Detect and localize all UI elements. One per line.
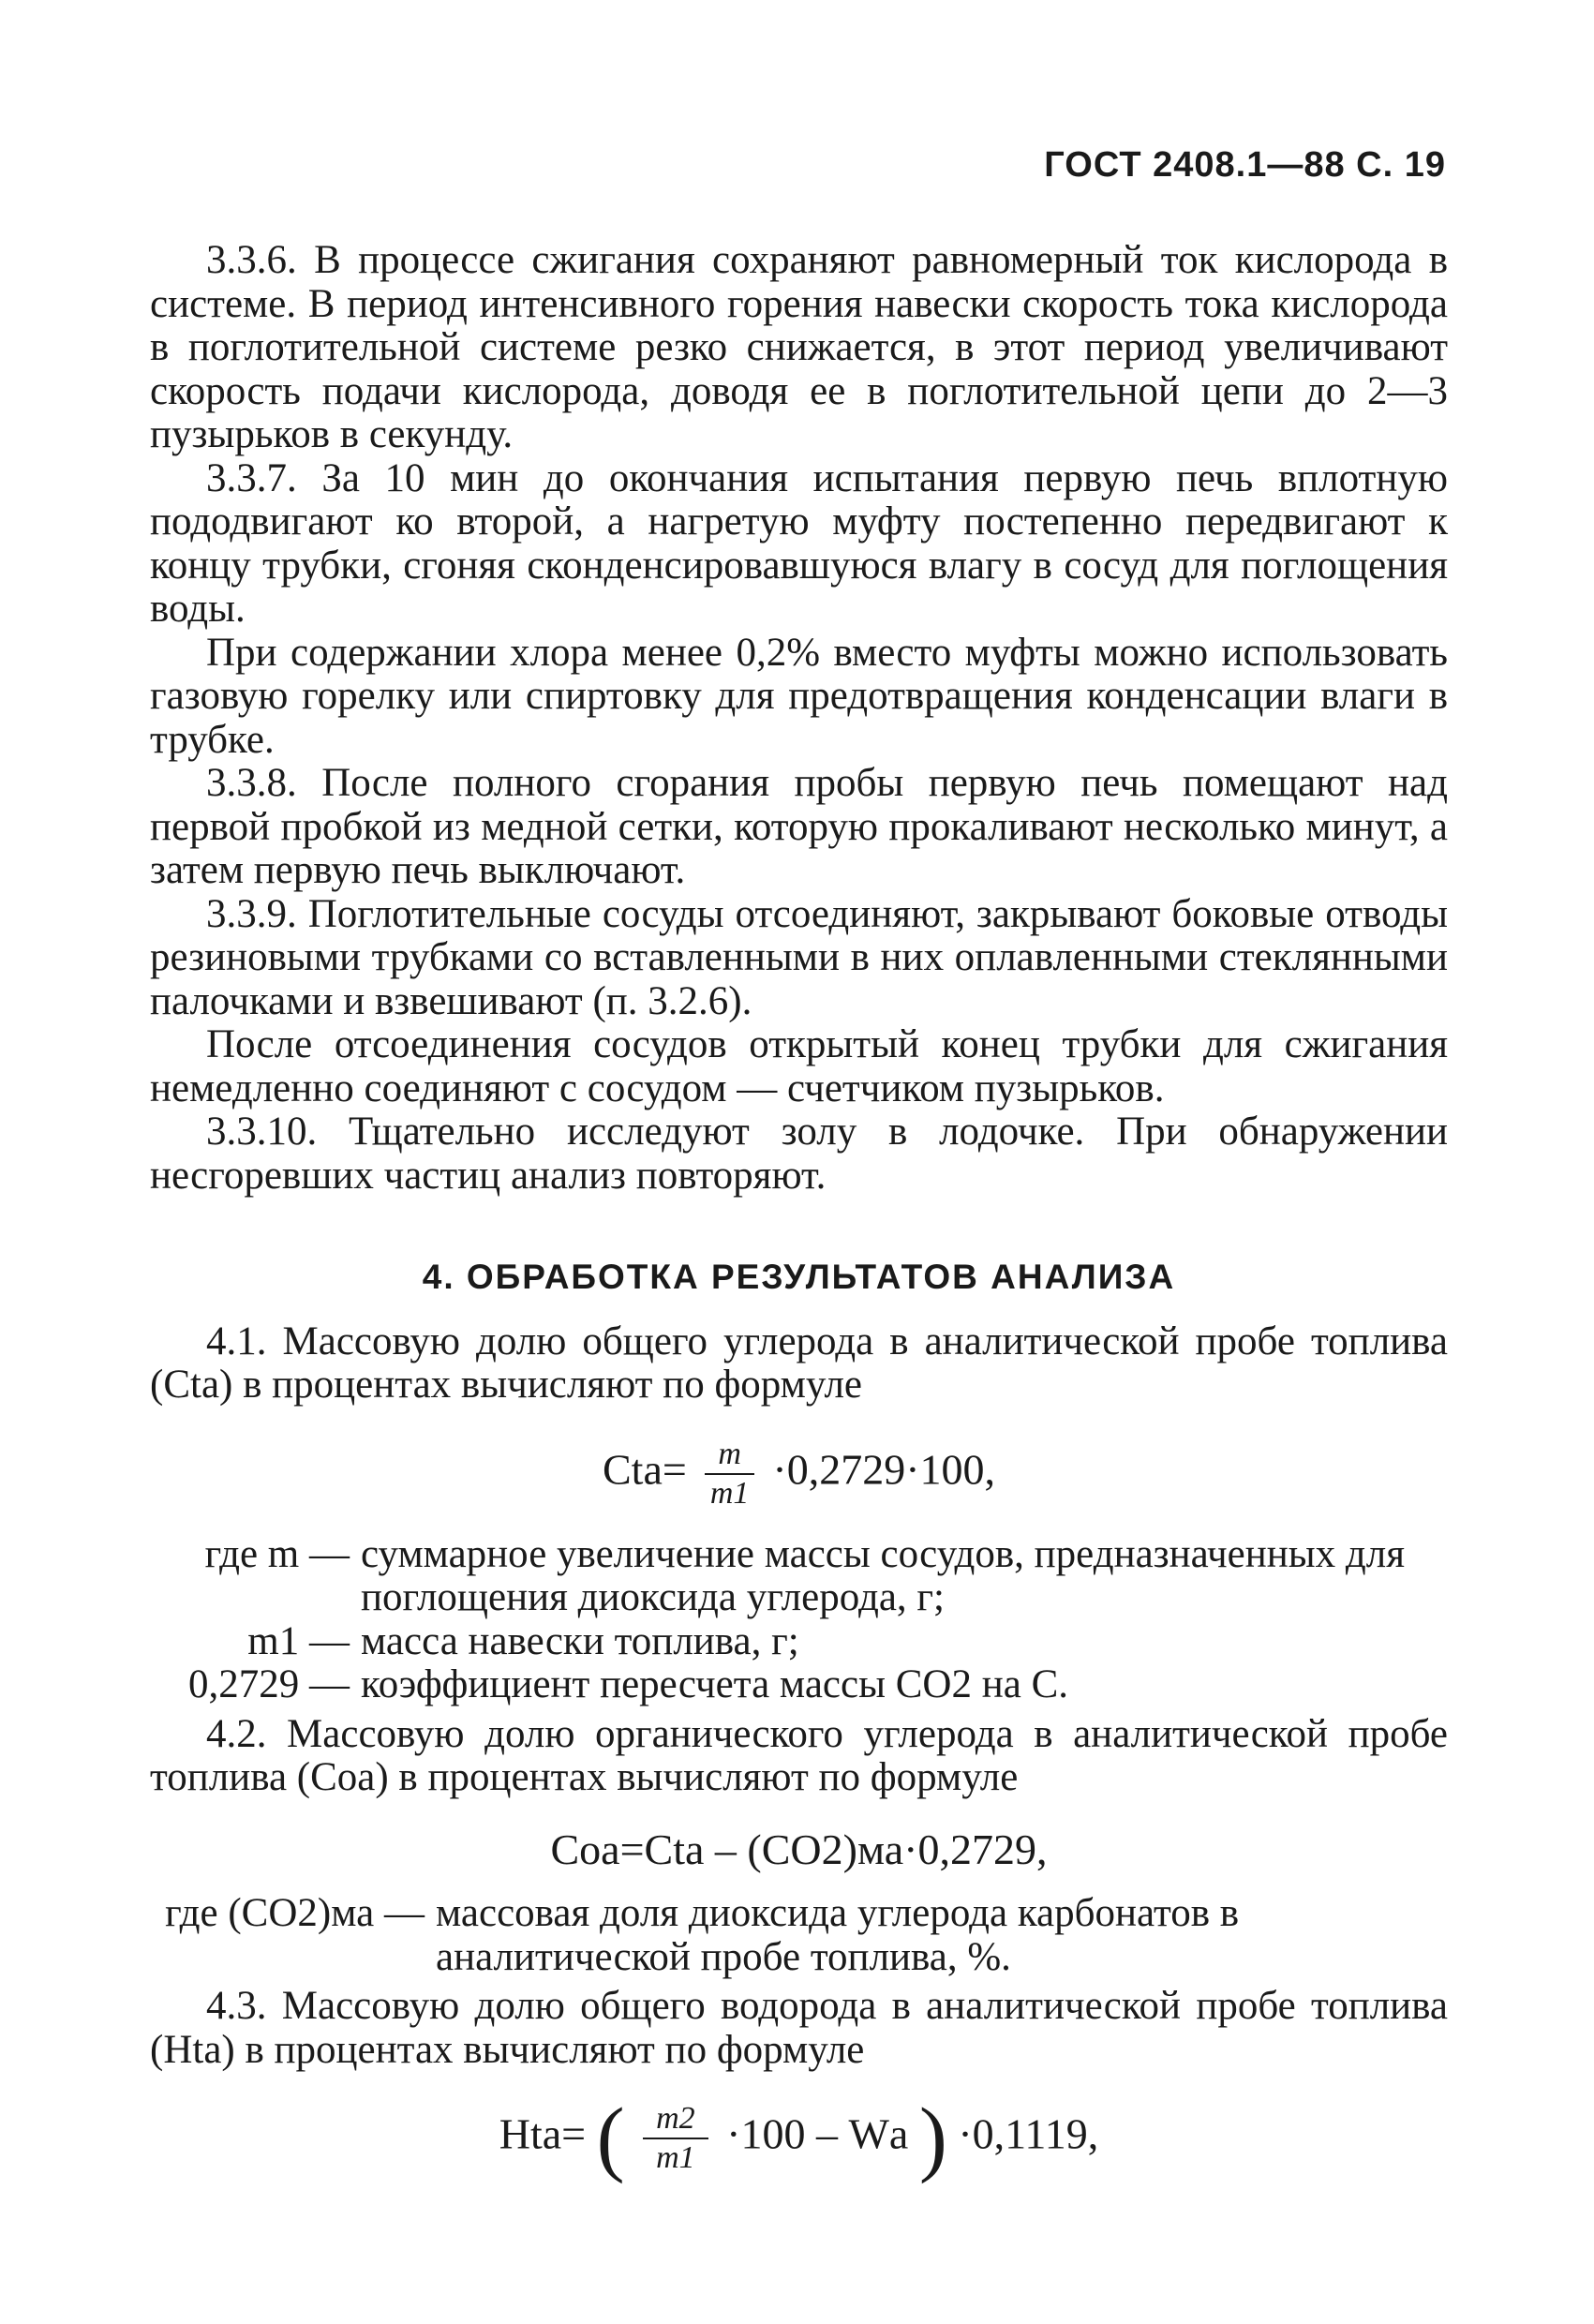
formula1-denominator: m1 — [709, 1475, 750, 1511]
def-term: m1 — — [247, 1618, 350, 1663]
def-desc: коэффициент пересчета массы CO2 на С. — [361, 1662, 1068, 1706]
formula3-fraction — [643, 2100, 708, 2177]
formula1-numerator: m — [705, 1436, 754, 1475]
formula1-rhs: ·0,2729·100, — [772, 1445, 996, 1494]
paragraph-3-3-10: 3.3.10. Тщательно исследуют золу в лодочке. При обнаружении несгоревших частиц анализ повторяют. — [150, 1110, 1448, 1198]
formula3-mid: ·100 – Wа — [726, 2109, 909, 2158]
formula3-denominator: m1 — [656, 2140, 695, 2175]
paragraph-4-3: 4.3. Массовую долю общего водорода в аналитической пробе топлива (Htа) в процентах вычисляют по формуле — [150, 1984, 1448, 2072]
paragraph-chlorine-note: При содержании хлора менее 0,2% вместо муфты можно использовать газовую горелку или спиртовку для предотвращения конденсации влаги в трубке. — [150, 630, 1448, 762]
definitions-2 — [150, 1892, 1448, 1979]
formula3-rhs: ·0,1119, — [958, 2109, 1099, 2158]
paragraph-3-3-8: 3.3.8. После полного сгорания пробы первую печь помещают над первой пробкой из медной сетки, которую прокаливают несколько минут, а затем первую печь выключают. — [150, 761, 1448, 892]
paragraph-disconnect-note: После отсоединения сосудов открытый конец трубки для сжигания немедленно соединяют с сосудом — счетчиком пузырьков. — [150, 1022, 1448, 1110]
formula1-lhs: Ctа= — [602, 1445, 687, 1494]
section-heading: 4. ОБРАБОТКА РЕЗУЛЬТАТОВ АНАЛИЗА — [422, 1258, 1176, 1296]
formula3-lhs: Htа= — [499, 2109, 587, 2158]
formula1-fraction — [705, 1436, 754, 1512]
def-desc: масса навески топлива, г; — [361, 1618, 799, 1663]
def-desc: суммарное увеличение массы сосудов, предназначенных для поглощения диоксида углерода, г; — [361, 1531, 1406, 1619]
formula3-open-paren: ( — [596, 2092, 625, 2184]
def-term: 0,2729 — — [188, 1662, 350, 1706]
paragraph-3-3-6: 3.3.6. В процессе сжигания сохраняют равномерный ток кислорода в системе. В период интенсивного горения навески скорость тока кислорода в поглотительной системе резко снижается, в этот период увеличивают скорость подачи кислорода, доводя ее в поглотительной цепи до 2—3 пузырьков в секунду. — [150, 238, 1448, 456]
formula-total-hydrogen — [150, 2092, 1448, 2184]
paragraph-4-1: 4.1. Массовую долю общего углерода в аналитической пробе топлива (Ctа) в процентах вычисляют по формуле — [150, 1318, 1448, 1407]
formula-organic-carbon: Cоа=Ctа – (CO2)ма·0,2729, — [550, 1825, 1048, 1873]
def-term: где (CO2)ма — — [165, 1891, 425, 1935]
def-term: где m — — [204, 1531, 350, 1576]
paragraph-4-2: 4.2. Массовую долю органического углерода в аналитической пробе топлива (Cоа) в процентах вычисляют по формуле — [150, 1711, 1448, 1799]
page-header: ГОСТ 2408.1—88 С. 19 — [1044, 145, 1446, 185]
formula3-close-paren: ) — [918, 2092, 947, 2184]
definitions-1 — [150, 1533, 1448, 1707]
formula-total-carbon — [150, 1436, 1448, 1512]
formula3-numerator: m2 — [643, 2100, 708, 2139]
paragraph-3-3-7: 3.3.7. За 10 мин до окончания испытания первую печь вплотную пододвигают ко второй, а нагретую муфту постепенно передвигают к концу трубки, сгоняя сконденсировавшуюся влагу в сосуд для поглощения воды. — [150, 455, 1448, 631]
paragraph-3-3-9: 3.3.9. Поглотительные сосуды отсоединяют, закрывают боковые отводы резиновыми трубками со вставленными в них оплавленными стеклянными палочками и взвешивают (п. 3.2.6). — [150, 891, 1448, 1023]
def-desc: массовая доля диоксида углерода карбонатов в аналитической пробе топлива, %. — [436, 1891, 1240, 1979]
document-body — [150, 239, 1448, 2197]
